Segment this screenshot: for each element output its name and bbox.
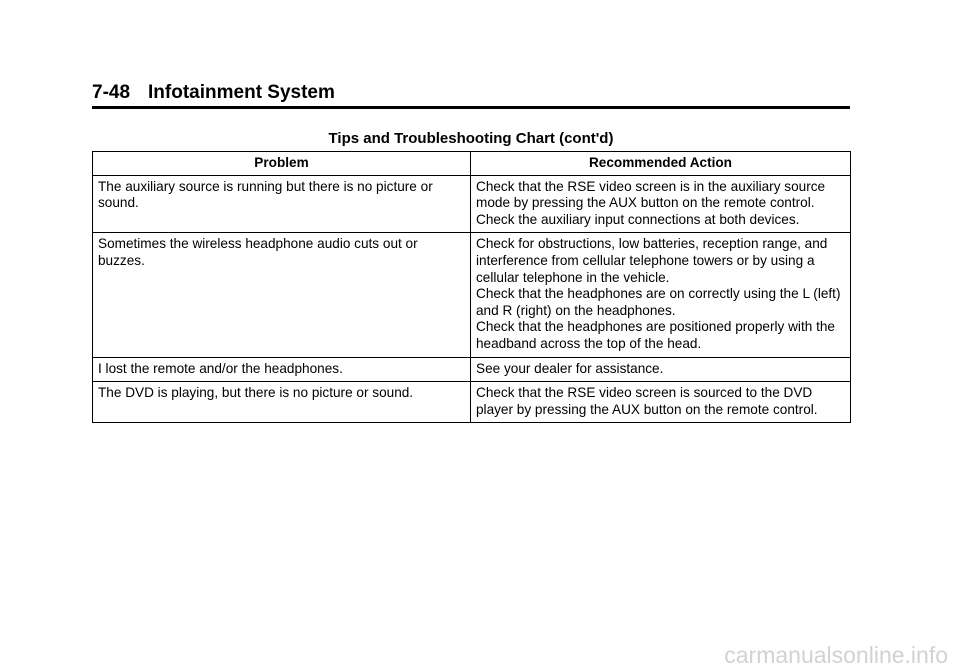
action-line: Check that the RSE video screen is sourced to the DVD player by pressing the AUX button on the remote control.: [476, 385, 818, 417]
site-watermark: carmanualsonline.info: [724, 642, 948, 668]
problem-cell: Sometimes the wireless headphone audio cuts out or buzzes.: [93, 233, 471, 357]
section-title: Infotainment System: [148, 82, 335, 103]
chart-title: Tips and Troubleshooting Chart (cont'd): [328, 130, 614, 147]
table-row: [93, 357, 851, 382]
table-header-row: [93, 152, 851, 176]
troubleshooting-table: [92, 151, 851, 423]
action-line: Check the auxiliary input connections at both devices.: [476, 211, 800, 227]
action-line: Check that the headphones are on correctly using the L (left) and R (right) on the headphones.: [476, 286, 841, 318]
problem-cell: The DVD is playing, but there is no picture or sound.: [93, 382, 471, 423]
action-line: Check that the RSE video screen is in the auxiliary source mode by pressing the AUX button on the remote control.: [476, 178, 826, 211]
action-line: Check that the headphones are positioned properly with the headband across the top of the head.: [476, 319, 835, 351]
action-line: See your dealer for assistance.: [476, 360, 664, 376]
table-row: [93, 382, 851, 423]
page-header: [92, 82, 850, 109]
column-header-problem: Problem: [93, 152, 471, 176]
action-cell: [471, 357, 851, 382]
column-header-action: Recommended Action: [471, 152, 851, 176]
table-row: [93, 175, 851, 233]
action-cell: [471, 233, 851, 357]
action-line: Check for obstructions, low batteries, reception range, and interference from cellular telephone towers or by using a cellular telephone in the vehicle.: [476, 236, 828, 285]
action-cell: [471, 382, 851, 423]
page-number: 7-48: [92, 82, 131, 103]
action-cell: [471, 175, 851, 233]
problem-cell: The auxiliary source is running but there is no picture or sound.: [93, 175, 471, 233]
problem-cell: I lost the remote and/or the headphones.: [93, 357, 471, 382]
table-row: [93, 233, 851, 357]
